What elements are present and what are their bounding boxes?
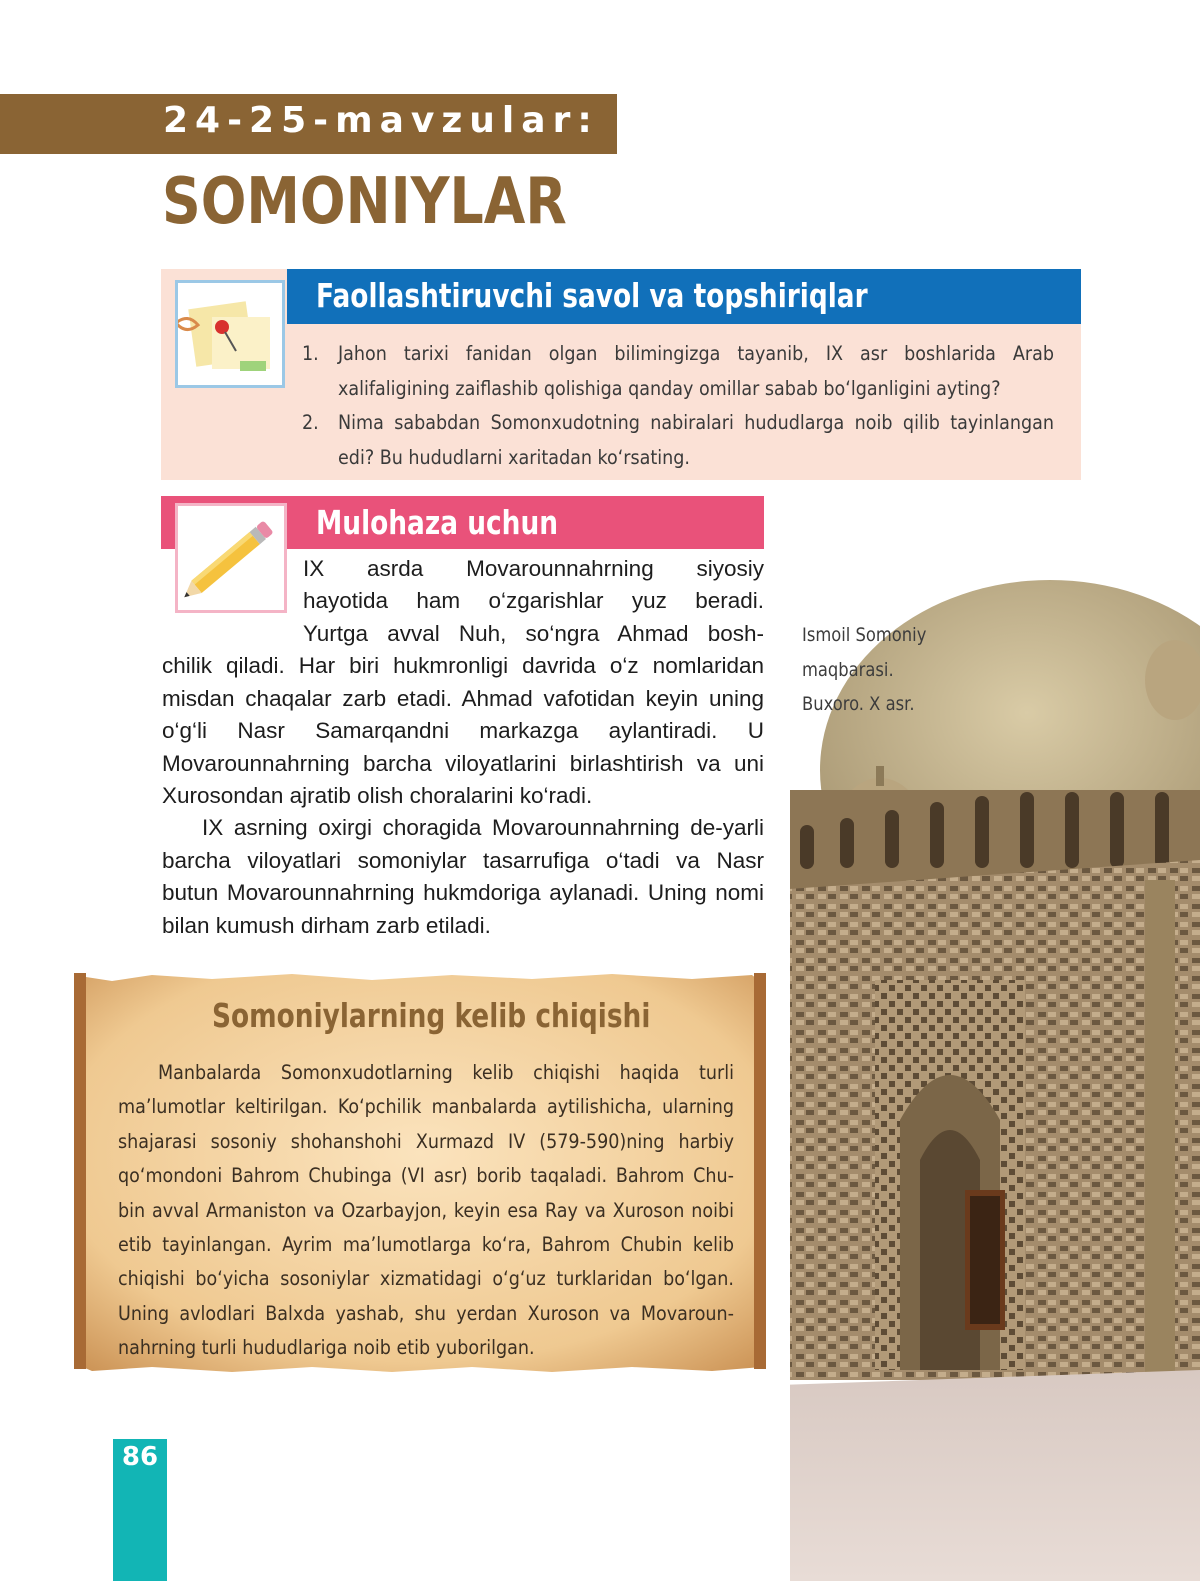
item-number: 1. [302,342,319,365]
reflection-line-1: IX asrda Movarounnahrning siyosiy [303,556,764,581]
origin-heading: Somoniylarning kelib chiqishi [212,996,651,1035]
reflection-line-2: hayotida ham o‘zgarishlar yuz beradi. [303,588,764,613]
list-item [302,406,1054,475]
item-number: 2. [302,411,319,434]
origin-paragraph: Manbalarda Somonxudotlarning kelib chiqishi haqida turli ma’lumotlar keltirilgan. Ko‘pchilik manbalarda aytilishicha, ularning shajarasi sosoniy shohanshohi Xurmazd IV (579-590)ning harbiy qo‘mondoni Bahrom Chubinga (VI asr) borib taqaladi. Bahrom Chu-bin avval Armaniston va Ozarbayjon, keyin esa Ray va Xuroson noibi etib tayinlangan. Ayrim ma’lumotlarga ko‘ra, Bahrom Chubin kelib chiqishi bo‘yicha sosoniylar xizmatidagi o‘g‘uz turklaridan bo‘lgan. Uning avlodlari Balxda yashab, shu yerdan Xuroson va Movaroun-nahrning turli hududlariga noib etib yuborilgan. [118,1061,734,1360]
item-text: Nima sababdan Somonxudotning nabiralari hududlarga noib qilib tayinlangan edi? Bu hududlarni xaritadan ko‘rsating. [338,411,1054,469]
pencil-icon [175,503,287,613]
caption-line: maqbarasi. [802,658,894,681]
caption-line: Ismoil Somoniy [802,624,927,646]
questions-heading: Faollashtiruvchi savol va topshiriqlar [316,276,868,315]
photo-caption [802,618,926,722]
reflection-paragraph-1-continued: chilik qiladi. Har biri hukmronligi davrida o‘z nomlaridan misdan chaqalar zarb etadi. Ahmad vafotidan keyin uning o‘g‘li Nasr Samarqandni markazga aylantiradi. U Movarounnahrning barcha viloyatlarini birlashtirish va uni Xurosondan ajratib olish choralarini ko‘radi. [162,653,764,808]
page-number: 86 [121,1442,159,1472]
notes-pin-icon [175,280,285,388]
caption-line: Buxoro. X asr. [802,693,915,715]
item-text: Jahon tarixi fanidan olgan bilimingizga tayanib, IX asr boshlarida Arab xalifaligining zaiflashib qolishiga qanday omillar sabab bo‘lganligini ayting? [338,342,1054,400]
topic-label: 24-25-mavzular: [163,100,599,141]
reflection-heading: Mulohaza uchun [316,503,559,542]
list-item [302,337,1054,406]
origin-text [118,1056,734,1366]
page-title: SOMONIYLAR [162,165,567,239]
reflection-paragraph-2: IX asrning oxirgi choragida Movarounnahrning de-yarli barcha viloyatlari somoniylar tasarrufiga o‘tadi va Nasr butun Movarounnahrning hukmdoriga aylanadi. Uning nomi bilan kumush dirham zarb etiladi. [162,815,764,938]
questions-list [302,337,1054,475]
reflection-line-3: Yurtga avval Nuh, so‘ngra Ahmad bosh- [303,621,764,646]
